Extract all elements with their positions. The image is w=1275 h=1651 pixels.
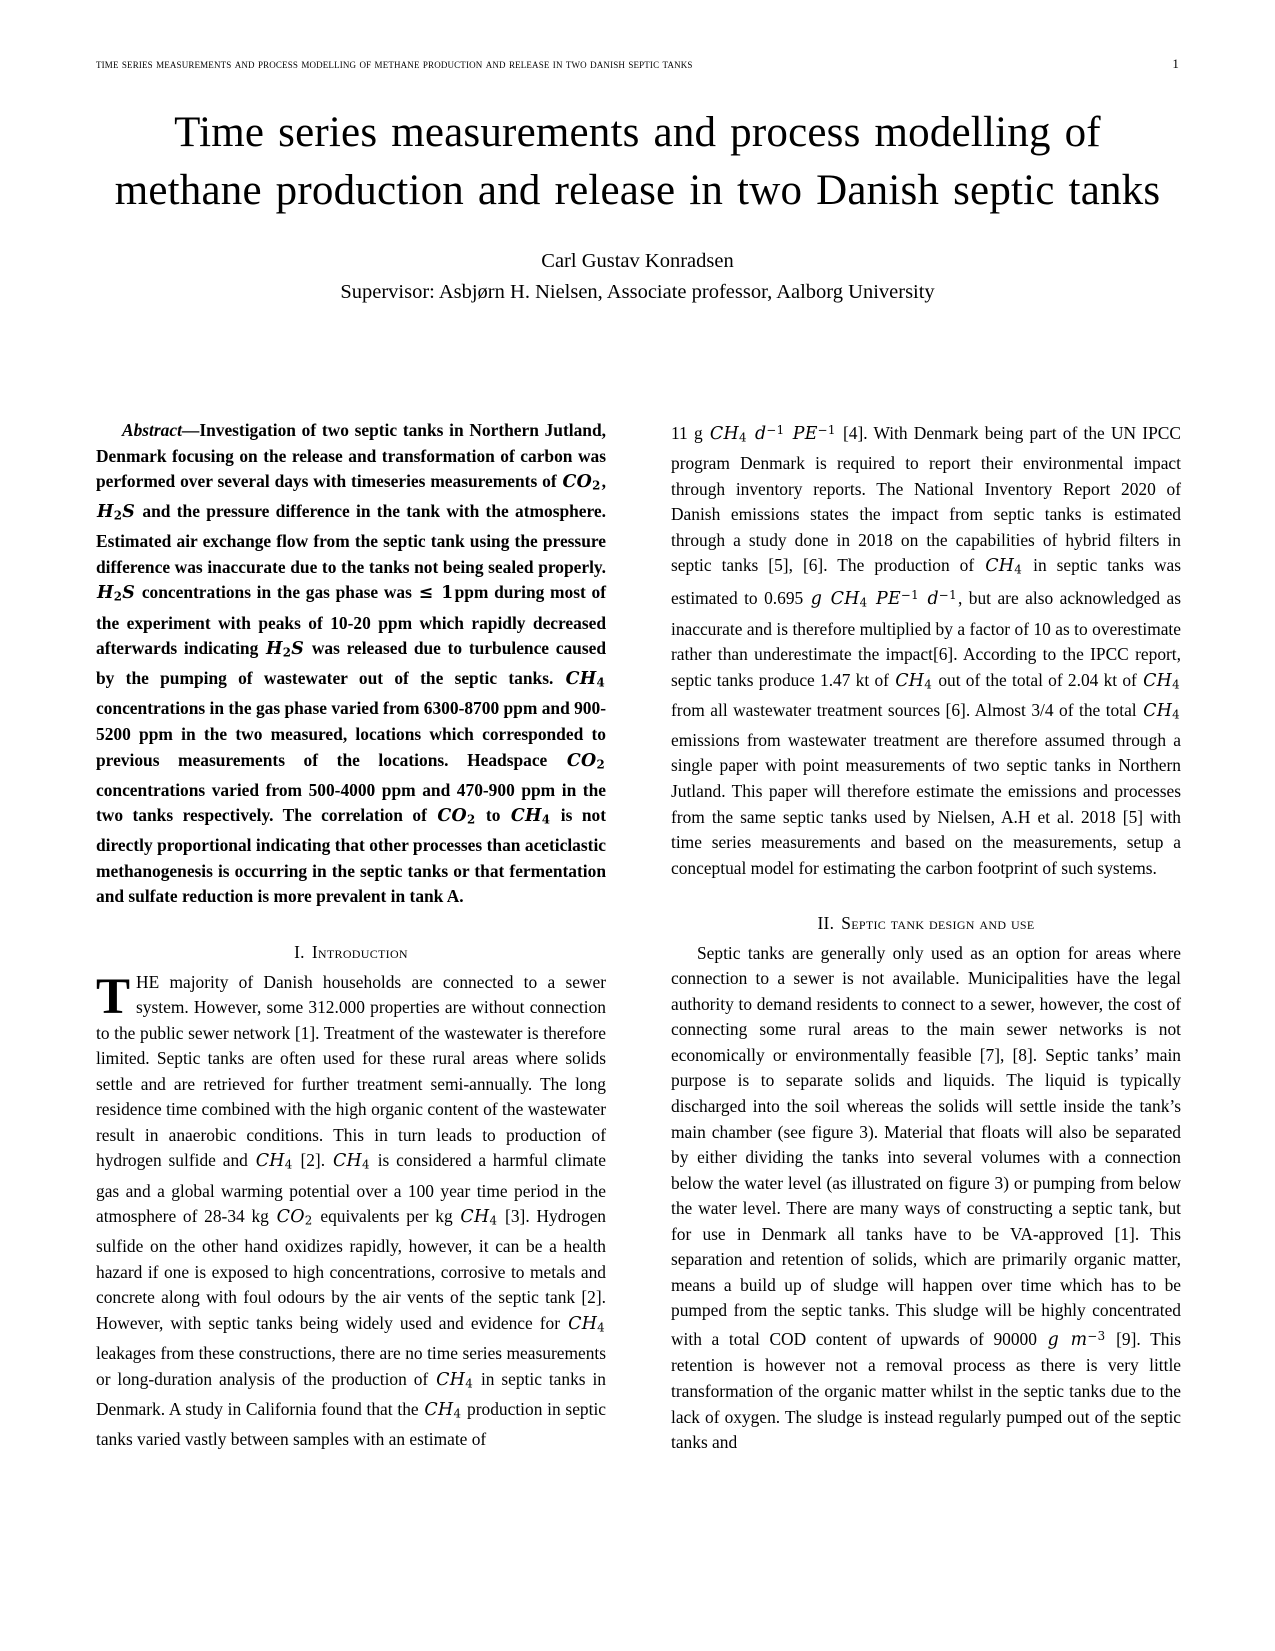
formula-h2s-c [265, 639, 305, 659]
formula-ch4-i-base: CH [709, 423, 739, 444]
formula-ch4-a-base: CH [565, 669, 597, 690]
formula-ch4-l-sub: 4 [924, 677, 933, 692]
introduction-paragraph-2 [671, 418, 1181, 881]
section-heading-introduction [96, 940, 606, 966]
formula-ch4-h-sub: 4 [453, 1406, 462, 1421]
formula-pe-inv-a-base: PE [792, 423, 818, 444]
abstract-text-1: Investigation of two septic tanks in Northern Jutland, Denmark focusing on the release and transformation of carbon was performed over several days with timeseries measurements of [96, 420, 606, 492]
formula-h2s-a-sub: 2 [113, 508, 123, 523]
formula-ch4-i-sub: 4 [738, 430, 747, 445]
section-heading-septic-tank-design [671, 911, 1181, 937]
running-head-title: time series measurements and process modelling of methane production and release in two danish septic tanks [96, 57, 693, 71]
formula-h2s-b-base: H [97, 583, 114, 604]
formula-co2-a-sub: 2 [592, 478, 601, 493]
formula-h2s-c-sub: 2 [282, 645, 292, 660]
abstract-text-8: concentrations varied from 500-4000 ppm and 470-900 ppm in the two tanks respectively. The correlation of [96, 779, 606, 826]
formula-co2-b-sub: 2 [596, 757, 605, 772]
formula-d-inv-a-base: d [755, 423, 767, 444]
formula-m-inv3 [1070, 1330, 1107, 1350]
formula-ch4-n-sub: 4 [1172, 707, 1180, 722]
formula-ch4-a-sub: 4 [596, 675, 605, 690]
formula-h2s-a [96, 502, 136, 522]
running-head [96, 56, 1179, 72]
formula-pe-inv-b-base: PE [875, 589, 901, 610]
formula-co2-d-base: CO [276, 1207, 305, 1228]
introduction-paragraph-1 [96, 970, 606, 1453]
formula-h2s-c-base: H [266, 639, 283, 660]
sec2-text-1: Septic tanks are generally only used as an option for areas where connection to a sewer is not available. Municipalities have the legal authority to demand residents to connect to a sewer, however, the cost of connecting some rural areas to the main sewer networks is not economically or environmentally feasible [7], [8]. Septic tanks’ main purpose is to separate solids and liquids. The liquid is typically discharged into the soil whereas the solids will settle inside the tank’s main chamber (see figure 3). Material that floats will also be separated by either dividing the tanks into several volumes with a connection below the water level (as illustrated on figure 3) or pumping from below the water level. There are many ways of constructing a septic tank, but for use in Denmark all tanks have to be VA-approved [1]. This separation and retention of solids, which are primarily organic matter, means a build up of sludge will happen over time which has to be pumped from the septic tanks. This sludge will be highly concentrated with a total COD content of upwards of 90000 [671, 942, 1181, 1349]
formula-ch4-k-base: CH [830, 589, 860, 610]
formula-ch4-j-sub: 4 [1014, 562, 1023, 577]
abstract-label: Abstract [122, 420, 182, 440]
formula-ch4-c-base: CH [255, 1151, 285, 1172]
formula-co2-c-sub: 2 [466, 812, 476, 827]
formula-ch4-a [565, 669, 606, 689]
formula-ch4-l-base: CH [895, 670, 925, 691]
left-column [96, 418, 606, 1568]
abstract-text-6: was released due to turbulence caused by the pumping of wastewater out of the septic tanks. [96, 638, 606, 689]
formula-ch4-f-base: CH [568, 1313, 598, 1334]
title-line-2: methane production and release in two Danish [114, 167, 940, 214]
formula-ch4-c-sub: 4 [284, 1157, 293, 1172]
abstract-text-5: ppm during most of the experiment with peaks of 10-20 ppm which rapidly decreased afterwards indicating [96, 582, 606, 659]
formula-h2s-a-tail: S [122, 502, 136, 523]
formula-h2s-b-tail: S [122, 583, 136, 604]
intro2-text-4: , but are also acknowledged as inaccurate and is therefore multiplied by a factor of 10 as to overestimate rather than underestimate the impact[6]. According to the IPCC report, septic tanks produce 1.47 kt of [671, 588, 1181, 690]
intro-text-4: equivalents per kg [313, 1206, 460, 1227]
intro2-text-2: [4]. With Denmark being part of the UN IPCC program Denmark is required to report their environmental impact through inventory reports. The National Inventory Report 2020 of Danish emissions states the impact from septic tanks is estimated through a study done in 2018 on the capabilities of hybrid filters in septic tanks [5], [6]. The production of [671, 422, 1181, 576]
formula-co2-b-base: CO [566, 750, 597, 771]
formula-ch4-b-base: CH [510, 806, 542, 827]
section-1-numeral: I. [294, 942, 305, 962]
formula-ch4-m-base: CH [1143, 670, 1173, 691]
title-block [96, 104, 1179, 308]
intro-text-3: is considered a harmful climate gas and a global warming potential over a 100 year time period in the atmosphere of 28-34 kg [96, 1150, 606, 1227]
formula-ch4-n-base: CH [1143, 700, 1173, 721]
formula-ch4-f-sub: 4 [597, 1320, 605, 1335]
formula-co2-c-base: CO [437, 806, 467, 827]
page-title [96, 104, 1179, 220]
formula-ch4-d-sub: 4 [362, 1157, 370, 1172]
author-name: Carl Gustav Konradsen [541, 250, 734, 272]
formula-h2s-c-tail: S [291, 639, 305, 660]
intro2-text-6: from all wastewater treatment sources [6]. Almost 3/4 of the total [671, 699, 1143, 720]
intro-text-6: leakages from these constructions, there are no time series measurements or long-duration analysis of the production of [96, 1342, 606, 1389]
formula-ch4-e-base: CH [460, 1207, 490, 1228]
formula-co2-d-sub: 2 [304, 1213, 313, 1228]
formula-ch4-g [435, 1370, 474, 1390]
formula-ch4-m-sub: 4 [1172, 677, 1180, 692]
formula-h2s-a-base: H [97, 502, 114, 523]
formula-ch4-g-sub: 4 [465, 1376, 474, 1391]
formula-ch4-n [1142, 701, 1181, 721]
intro-text-1: HE majority of Danish households are connected to a sewer system. However, some 312.000 properties are without connection to the public sewer network [1]. Treatment of the wastewater is therefore limited. Septic tanks are often used for these rural areas where solids settle and are retrieved for further treatment semi-annually. The long residence time combined with the high organic content of the wastewater result in anaerobic conditions. This in turn leads to production of hydrogen sulfide and [96, 971, 606, 1171]
formula-ch4-h [423, 1400, 462, 1420]
formula-co2-a [562, 472, 602, 492]
abstract-paragraph [96, 418, 606, 910]
formula-pe-inv-b [875, 589, 920, 609]
intro2-text-7: emissions from wastewater treatment are therefore assumed through a single paper with point measurements of two septic tanks in Northern Jutland. This paper will therefore estimate the emissions and processes from the same septic tanks used by Nielsen, A.H et al. 2018 [5] with time series measurements and based on the measurements, setup a conceptual model for estimating the carbon footprint of such systems. [671, 729, 1181, 878]
author-block [96, 246, 1179, 308]
abstract-text-9: to [476, 805, 510, 826]
intro-text-7: in septic tanks in Denmark. A study in California found that the [96, 1368, 606, 1419]
formula-pe-inv-b-sup: −1 [900, 588, 920, 603]
title-line-3: septic tanks [953, 167, 1161, 214]
formula-d-inv-b-sup: −1 [938, 588, 957, 603]
intro-text-5: [3]. Hydrogen sulfide on the other hand oxidizes rapidly, however, it can be a health hazard if one is exposed to high concentrations, corrosive to metals and concrete along with foul odours by the air vents of the septic tank [2]. However, with septic tanks being widely used and evidence for [96, 1206, 606, 1333]
intro-text-8: production in septic tanks varied vastly between samples with an estimate of [96, 1398, 606, 1449]
formula-ch4-d-base: CH [332, 1151, 363, 1172]
formula-ch4-f [567, 1314, 606, 1334]
formula-d-inv-a-sup: −1 [766, 423, 785, 437]
formula-d-inv-a [754, 424, 785, 444]
formula-h2s-b [96, 583, 136, 603]
formula-g-unit-a: g [810, 589, 823, 610]
formula-ch4-k-sub: 4 [859, 596, 868, 610]
abstract-text-2: , [601, 471, 606, 492]
body-columns [96, 418, 1181, 1568]
formula-co2-d [276, 1207, 314, 1227]
formula-ch4-i [709, 424, 748, 444]
intro-text-2: [2]. [293, 1150, 332, 1171]
formula-co2-a-base: CO [562, 472, 593, 493]
formula-ch4-h-base: CH [424, 1399, 454, 1420]
title-line-1: Time series measurements and process modelling of [174, 109, 1101, 156]
formula-leq-1: ≤ 1 [418, 583, 454, 604]
formula-ch4-b-sub: 4 [541, 812, 551, 827]
formula-co2-b [566, 751, 606, 771]
formula-pe-inv-a-sup: −1 [817, 423, 836, 437]
formula-ch4-b [510, 806, 551, 826]
formula-ch4-e [459, 1207, 498, 1227]
formula-ch4-e-sub: 4 [489, 1213, 498, 1228]
right-column [671, 418, 1181, 1568]
supervisor-line: Supervisor: Asbjørn H. Nielsen, Associate professor, Aalborg University [340, 281, 935, 303]
intro2-text-5: out of the total of 2.04 kt of [933, 669, 1143, 690]
running-head-page-number: 1 [1172, 56, 1179, 71]
formula-m-inv3-base: m [1070, 1329, 1088, 1350]
formula-ch4-k [830, 589, 869, 609]
formula-ch4-c [255, 1151, 294, 1171]
formula-pe-inv-a [792, 424, 837, 444]
formula-ch4-d [332, 1151, 371, 1171]
abstract-text-3: and the pressure difference in the tank with the atmosphere. Estimated air exchange flow from the septic tank using the pressure difference was inaccurate due to the tanks not being sealed properly. [96, 501, 606, 577]
drop-cap-letter: T [96, 968, 131, 1025]
abstract-text-7: concentrations in the gas phase varied from 6300-8700 ppm and 900-5200 ppm in the two measured, locations which corresponded to previous measurements of the locations. Headspace [96, 698, 606, 770]
formula-ch4-j-base: CH [985, 556, 1015, 577]
section-1-name: Introduction [311, 942, 408, 962]
formula-d-inv-b [926, 589, 957, 609]
intro2-text-1: 11 g [671, 422, 709, 443]
section-2-numeral: II. [817, 913, 835, 934]
sec2-text-2: [9]. This retention is however not a removal process as there is very little transformation of the organic matter whilst in the septic tanks due to the lack of oxygen. The sludge is instead regularly pumped out of the septic tanks and [671, 1328, 1181, 1453]
formula-m-inv3-sup: −3 [1087, 1328, 1106, 1343]
formula-ch4-j [984, 556, 1023, 576]
formula-ch4-g-base: CH [436, 1369, 466, 1390]
abstract-text-4: concentrations in the gas phase was [136, 582, 418, 603]
intro2-text-3: in septic tanks was estimated to 0.695 [671, 555, 1181, 609]
formula-ch4-m [1142, 671, 1181, 691]
section2-paragraph-1 [671, 941, 1181, 1456]
formula-ch4-l [894, 671, 933, 691]
abstract-dash: — [181, 420, 200, 440]
abstract-text-10: is not directly proportional indicating that other processes than aceticlastic methanogenesis is occurring in the septic tanks or that fermentation and sulfate reduction is more prevalent in tank A. [96, 805, 607, 907]
formula-co2-c [436, 806, 476, 826]
formula-h2s-b-sub: 2 [113, 590, 123, 605]
formula-g-unit-b: g [1047, 1329, 1059, 1350]
section-2-name: Septic tank design and use [841, 913, 1035, 934]
formula-d-inv-b-base: d [927, 589, 939, 610]
